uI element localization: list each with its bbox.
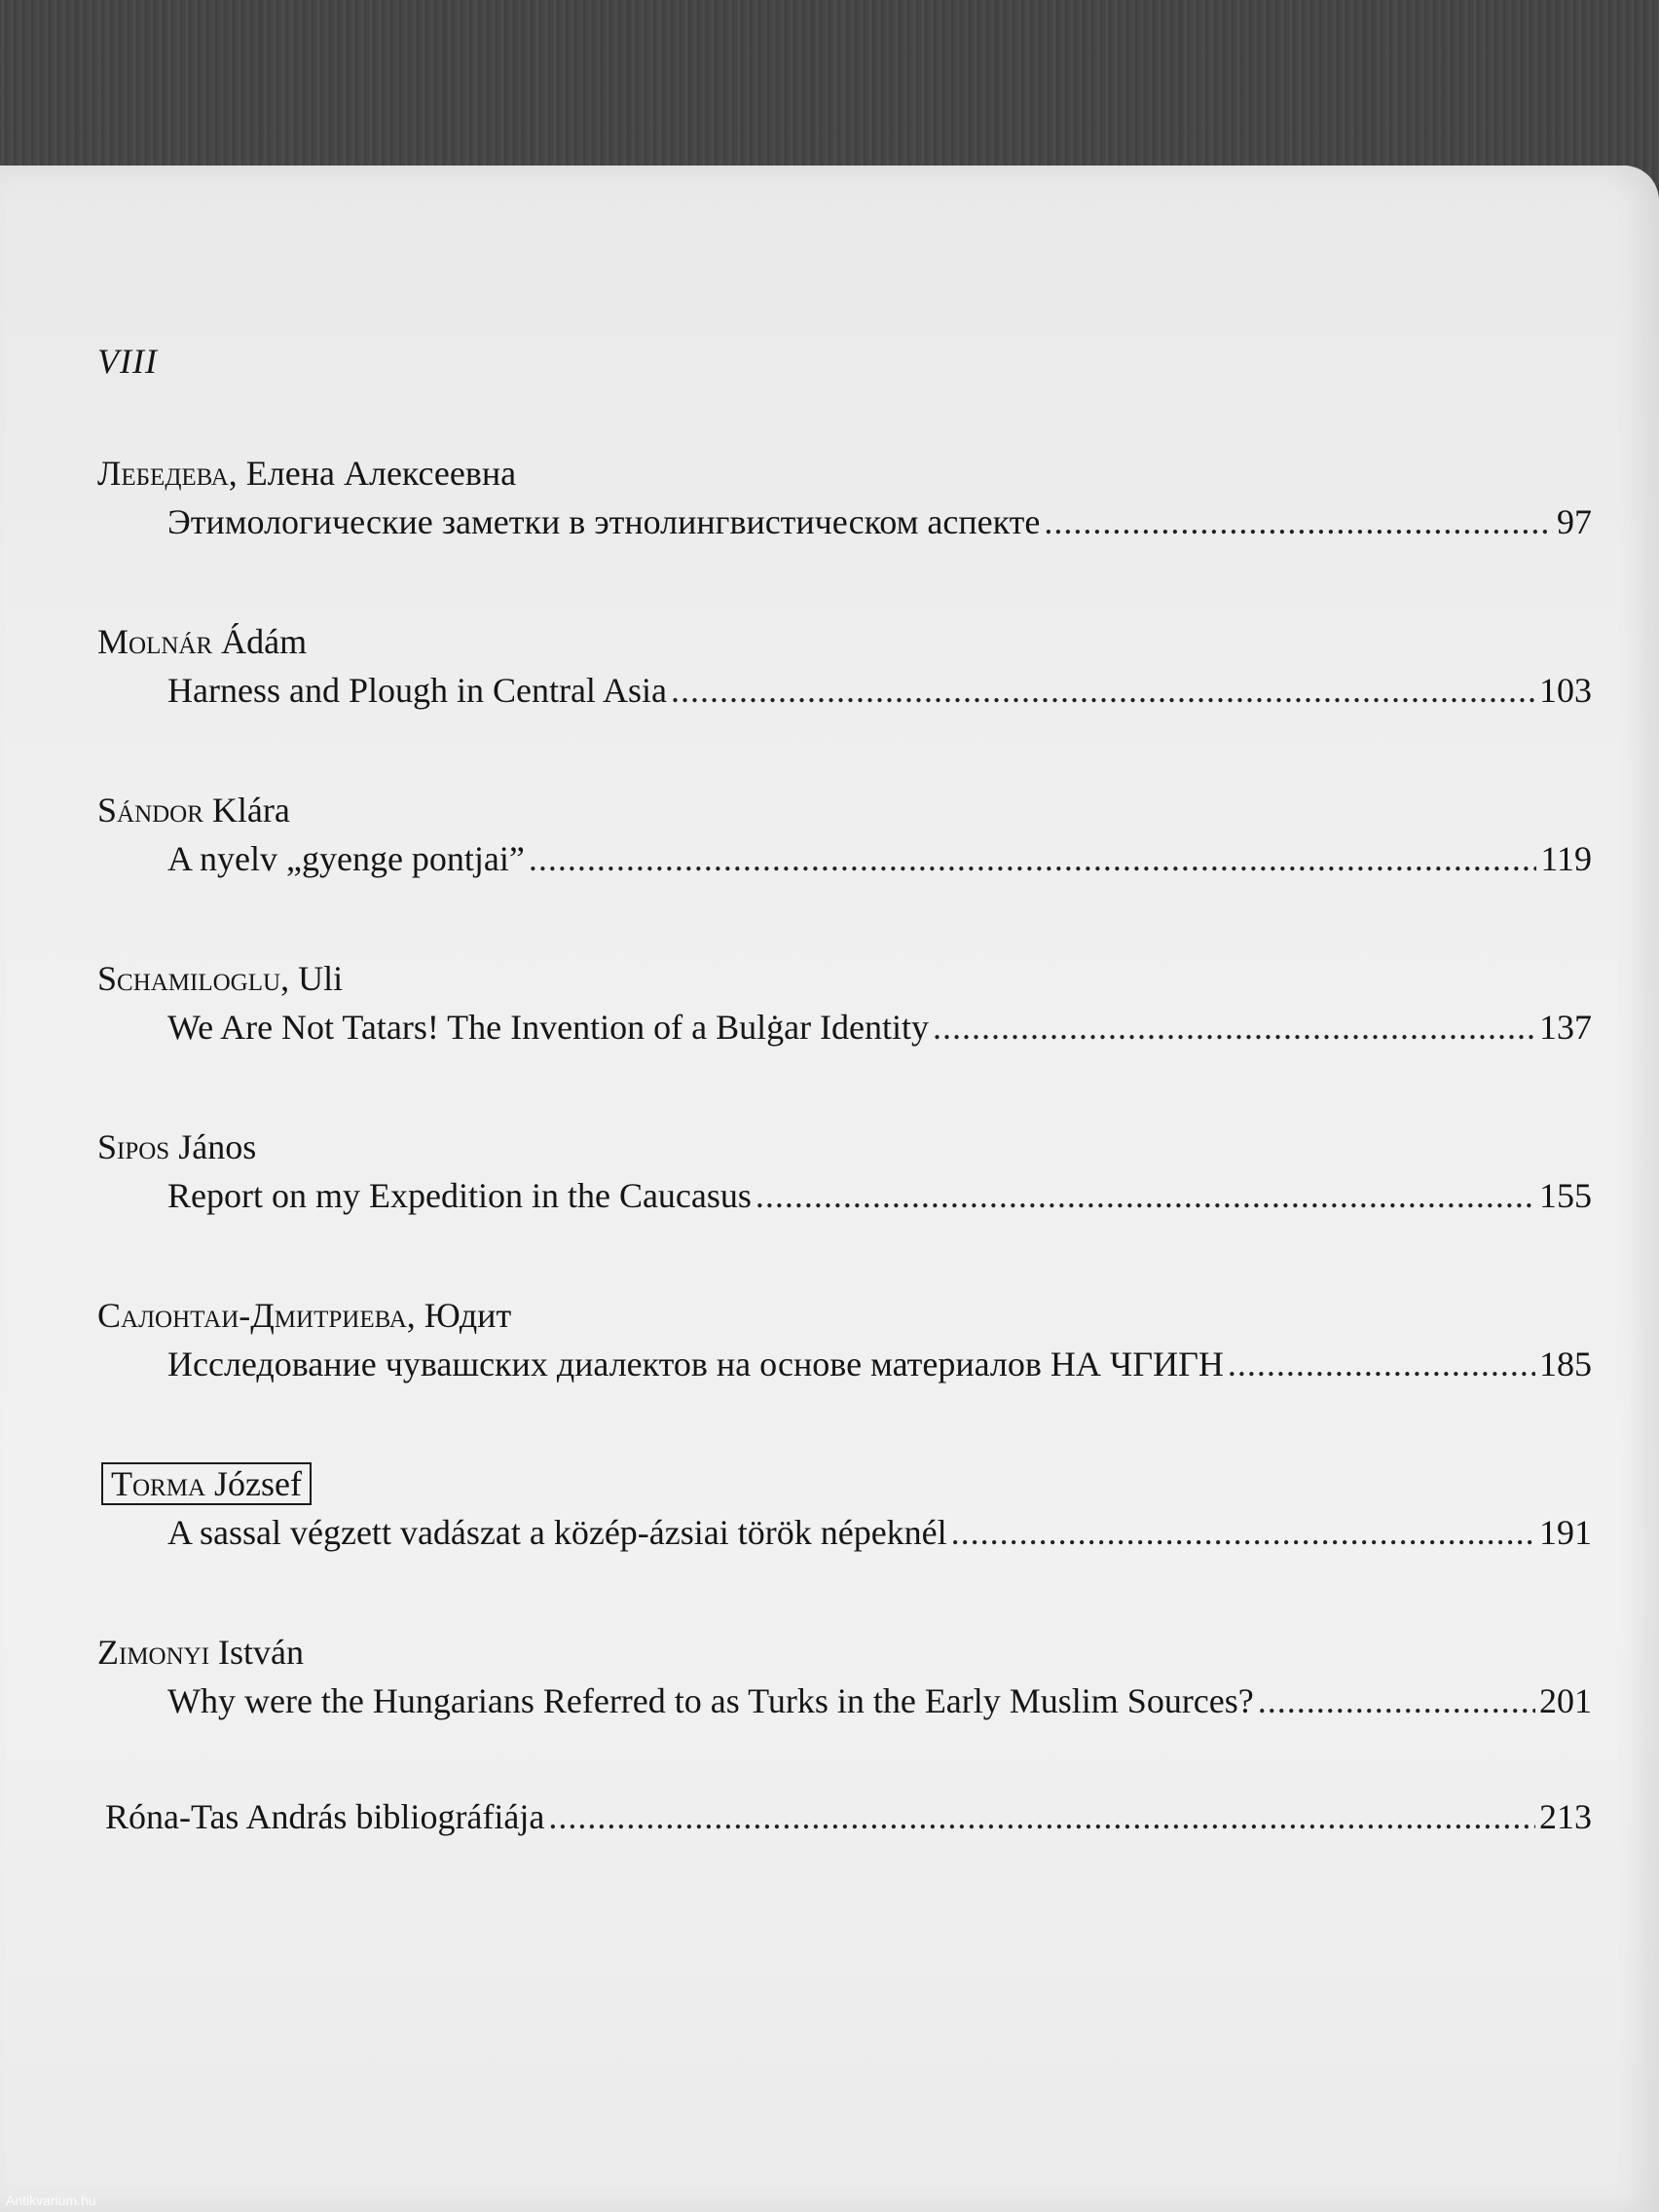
highlighted-author-box <box>101 1462 312 1505</box>
entry-page-number: 185 <box>1539 1345 1592 1383</box>
entry-title: Этимологические заметки в этнолингвистическом аспекте <box>167 502 1041 541</box>
entry-title-line <box>97 497 1592 547</box>
entry-title: A sassal végzett vadászat a közép-ázsiai török népeknél <box>167 1513 947 1552</box>
author-surname: Лебедева <box>97 454 229 493</box>
entry-title: Róna-Tas András bibliográfiája <box>105 1797 545 1836</box>
entry-title-line <box>97 1676 1592 1726</box>
entry-page-number: 201 <box>1539 1681 1592 1720</box>
leader-dots <box>1228 1339 1535 1389</box>
toc-entry <box>97 955 1592 1052</box>
entry-author <box>97 955 1592 1002</box>
leader-dots <box>548 1791 1535 1842</box>
background-surface <box>0 0 1659 185</box>
entry-title: A nyelv „gyenge pontjai” <box>167 839 525 878</box>
toc-entry <box>97 618 1592 716</box>
leader-dots <box>756 1170 1535 1221</box>
entry-author <box>97 450 1592 497</box>
leader-dots <box>933 1002 1535 1052</box>
leader-dots <box>529 833 1536 884</box>
entry-title-line <box>97 1791 1592 1842</box>
entry-page-number: 97 <box>1557 502 1592 541</box>
entry-page-number: 191 <box>1539 1513 1592 1552</box>
author-surname: Molnár <box>97 622 213 661</box>
toc-entry <box>97 1292 1592 1389</box>
entry-author <box>97 1292 1592 1339</box>
author-surname: Салонтаи-Дмитриева <box>97 1296 407 1335</box>
leader-dots <box>1044 497 1553 547</box>
entry-page-number: 213 <box>1539 1797 1592 1836</box>
toc-entry-bibliography <box>97 1791 1592 1842</box>
author-given-name: , Елена Алексеевна <box>228 454 517 493</box>
toc-entry <box>97 1124 1592 1221</box>
entry-author <box>97 1460 1592 1507</box>
entry-page-number: 137 <box>1539 1008 1592 1047</box>
author-surname: Schamiloglu <box>97 959 281 998</box>
entry-title: Report on my Expedition in the Caucasus <box>167 1176 752 1215</box>
entry-author <box>97 618 1592 665</box>
entry-title: Harness and Plough in Central Asia <box>167 671 667 710</box>
entry-author <box>97 787 1592 833</box>
entry-title-line <box>97 665 1592 716</box>
watermark: Antikvarium.hu <box>6 2193 96 2208</box>
toc-entry <box>97 1629 1592 1726</box>
toc-entry <box>97 1460 1592 1558</box>
entry-title: We Are Not Tatars! The Invention of a Bulġar Identity <box>167 1008 930 1047</box>
author-surname: Sipos <box>97 1127 170 1166</box>
author-surname: Zimonyi <box>97 1633 210 1672</box>
author-given-name: , Uli <box>280 959 344 998</box>
entry-page-number: 119 <box>1540 839 1592 878</box>
entry-author <box>97 1124 1592 1170</box>
page-number: VIII <box>97 342 158 381</box>
author-surname: Sándor <box>97 791 203 830</box>
author-given-name: József <box>205 1464 302 1503</box>
author-given-name: János <box>169 1127 257 1166</box>
entry-title-line <box>97 1507 1592 1558</box>
entry-title-line <box>97 1339 1592 1389</box>
entry-title: Исследование чувашских диалектов на основе материалов НА ЧГИГН <box>167 1345 1224 1383</box>
entry-title: Why were the Hungarians Referred to as Turks in the Early Muslim Sources? <box>167 1681 1254 1720</box>
leader-dots <box>671 665 1535 716</box>
author-given-name: Klára <box>203 791 290 830</box>
toc-entry <box>97 787 1592 884</box>
entry-title-line <box>97 833 1592 884</box>
author-given-name: István <box>209 1633 305 1672</box>
entry-page-number: 103 <box>1539 671 1592 710</box>
leader-dots <box>951 1507 1535 1558</box>
leader-dots <box>1258 1676 1535 1726</box>
author-surname: Torma <box>111 1464 206 1503</box>
toc-entry <box>97 450 1592 547</box>
author-given-name: Ádám <box>212 622 308 661</box>
entry-title-line <box>97 1170 1592 1221</box>
entry-author <box>97 1629 1592 1676</box>
entry-page-number: 155 <box>1539 1176 1592 1215</box>
author-given-name: , Юдит <box>406 1296 512 1335</box>
entry-title-line <box>97 1002 1592 1052</box>
